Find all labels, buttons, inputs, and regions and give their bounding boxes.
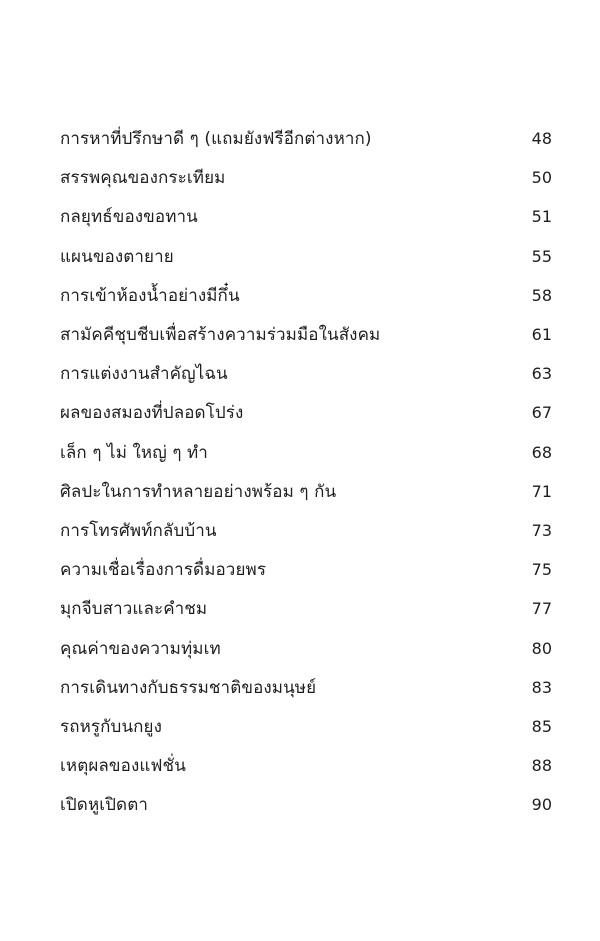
table-of-contents (60, 119, 552, 824)
toc-entry-page-number: 67 (531, 403, 552, 423)
toc-entry-page-number: 80 (531, 638, 552, 658)
toc-entry-page-number: 68 (531, 442, 552, 462)
toc-entry (60, 707, 552, 746)
toc-entry (60, 472, 552, 511)
toc-entry (60, 433, 552, 472)
toc-entry-title: สรรพคุณของกระเทียม (60, 168, 226, 189)
toc-entry (60, 197, 552, 236)
toc-entry-page-number: 73 (531, 520, 552, 540)
toc-entry-title: แผนของตายาย (60, 246, 174, 267)
toc-entry-page-number: 63 (531, 364, 552, 384)
toc-entry-title: การหาที่ปรึกษาดี ๆ (แถมยังฟรีอีกต่างหาก) (60, 129, 372, 150)
toc-entry-page-number: 85 (531, 716, 552, 736)
toc-entry-title: เปิดหูเปิดตา (60, 795, 148, 816)
toc-entry (60, 158, 552, 197)
toc-entry-title: การเข้าห้องน้ำอย่างมีกึ๋น (60, 285, 240, 306)
toc-entry (60, 511, 552, 550)
toc-entry (60, 589, 552, 628)
toc-entry (60, 276, 552, 315)
toc-entry-page-number: 71 (531, 481, 552, 501)
toc-entry (60, 785, 552, 824)
toc-entry-page-number: 75 (531, 560, 552, 580)
toc-entry (60, 393, 552, 432)
toc-entry (60, 354, 552, 393)
toc-entry-page-number: 50 (531, 168, 552, 188)
toc-entry-page-number: 83 (531, 677, 552, 697)
toc-entry-page-number: 51 (531, 207, 552, 227)
toc-entry-title: มุกจีบสาวและคำชม (60, 599, 208, 620)
toc-entry (60, 746, 552, 785)
toc-entry (60, 550, 552, 589)
toc-entry-page-number: 58 (531, 285, 552, 305)
toc-entry (60, 315, 552, 354)
toc-entry-page-number: 55 (531, 246, 552, 266)
toc-entry-title: ความเชื่อเรื่องการดื่มอวยพร (60, 560, 267, 581)
toc-entry-page-number: 90 (531, 795, 552, 815)
toc-entry-title: เล็ก ๆ ไม่ ใหญ่ ๆ ทำ (60, 442, 208, 463)
toc-entry-page-number: 77 (531, 599, 552, 619)
toc-entry (60, 628, 552, 667)
toc-entry-page-number: 88 (531, 756, 552, 776)
toc-entry-title: ศิลปะในการทำหลายอย่างพร้อม ๆ กัน (60, 481, 337, 502)
toc-entry-title: การแต่งงานสำคัญไฉน (60, 364, 228, 385)
toc-entry-page-number: 48 (531, 129, 552, 149)
toc-entry-title: กลยุทธ์ของขอทาน (60, 207, 198, 228)
toc-entry-page-number: 61 (531, 325, 552, 345)
toc-entry-title: ผลของสมองที่ปลอดโปร่ง (60, 403, 244, 424)
toc-entry (60, 119, 552, 158)
toc-entry-title: รถหรูกับนกยูง (60, 716, 163, 737)
toc-entry (60, 668, 552, 707)
toc-entry-title: สามัคคีชุบชีบเพื่อสร้างความร่วมมือในสังคม (60, 325, 381, 346)
toc-entry (60, 237, 552, 276)
toc-entry-title: การเดินทางกับธรรมชาติของมนุษย์ (60, 677, 317, 698)
toc-entry-title: คุณค่าของความทุ่มเท (60, 638, 221, 659)
toc-entry-title: เหตุผลของแฟชั่น (60, 756, 186, 777)
toc-entry-title: การโทรศัพท์กลับบ้าน (60, 520, 217, 541)
